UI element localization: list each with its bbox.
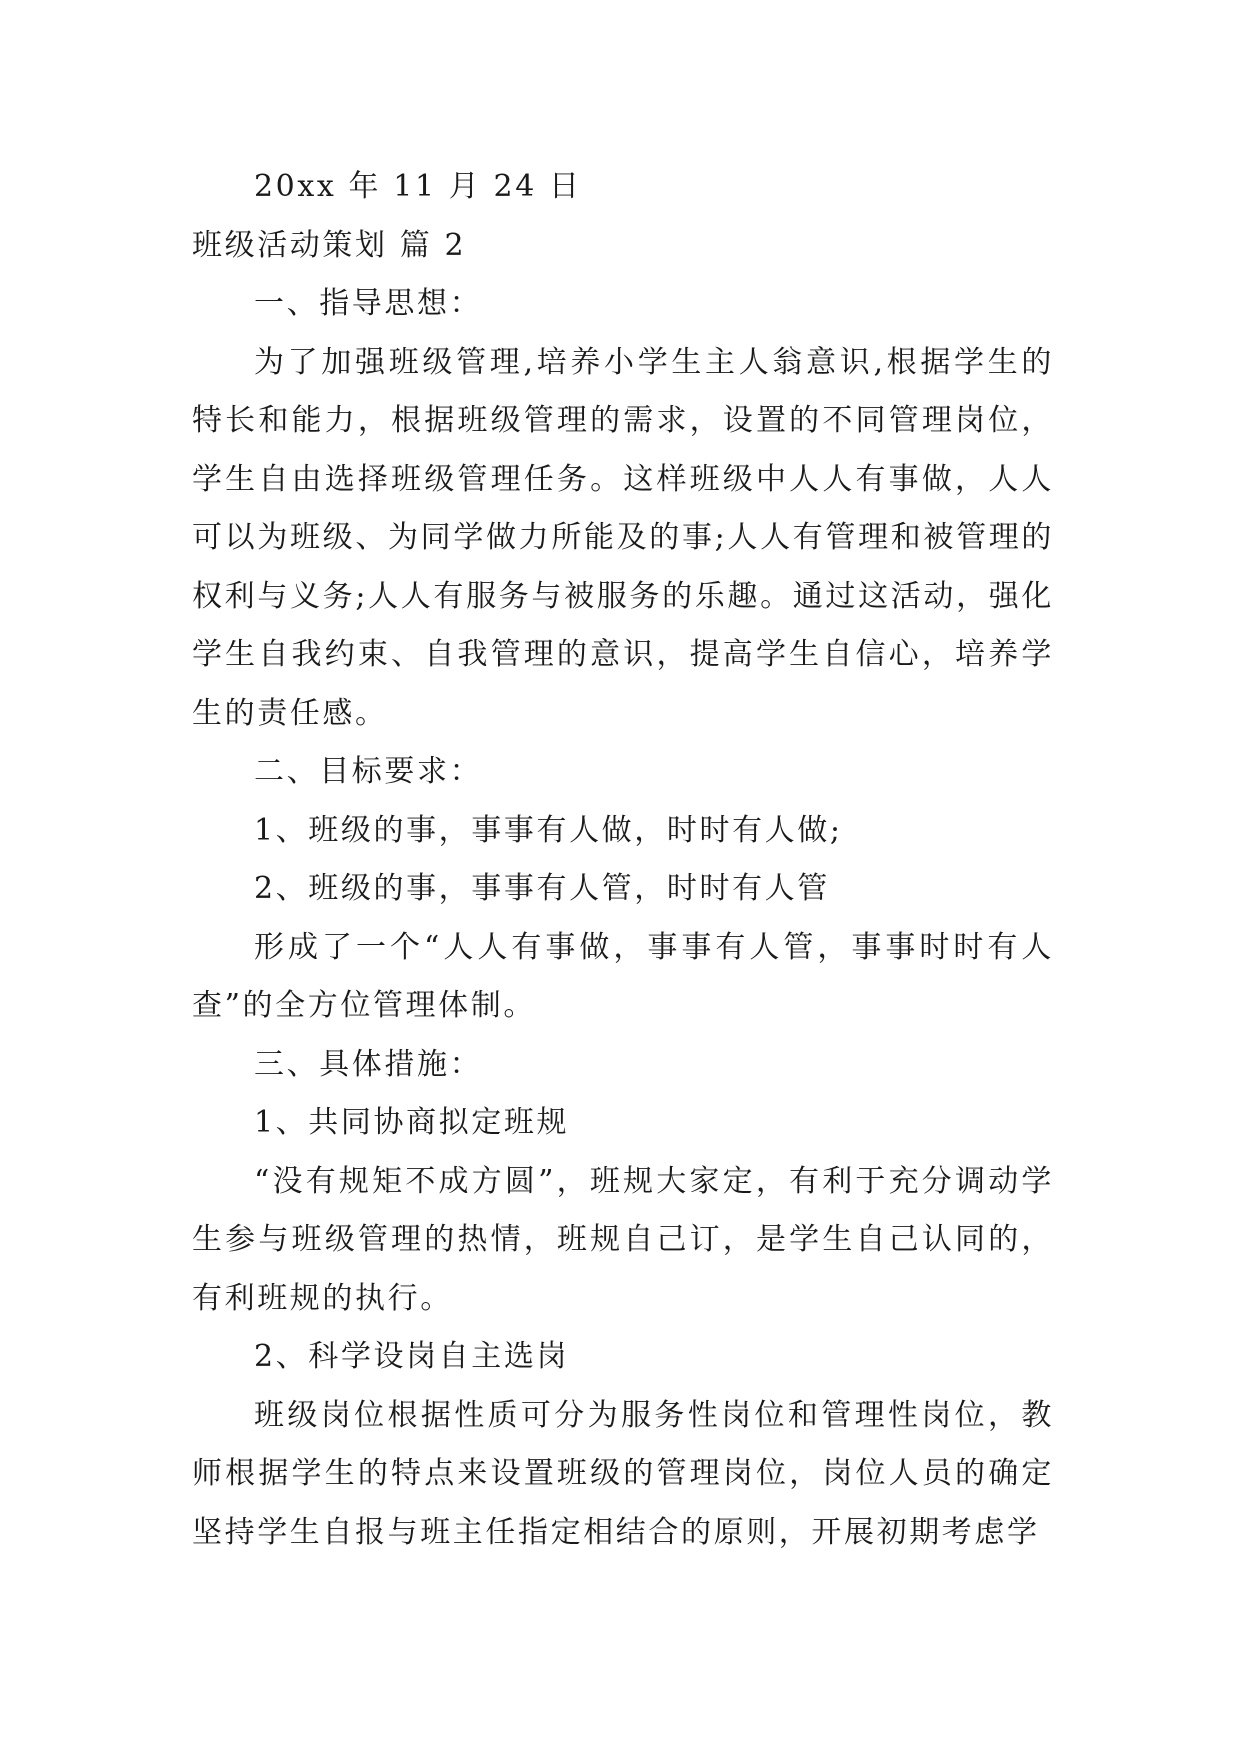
paragraph-management-system: 形成了一个“人人有事做，事事有人管，事事时时有人查”的全方位管理体制。 xyxy=(192,929,1054,1023)
measure-item-2: 2、科学设岗自主选岗 xyxy=(254,1339,570,1374)
measure-item-1: 1、共同协商拟定班规 xyxy=(254,1105,570,1140)
paragraph-class-rules: “没有规矩不成方圆”，班规大家定，有利于充分调动学生参与班级管理的热情，班规自己订，是学生自己认同的，有利班规的执行。 xyxy=(192,1163,1054,1316)
document-date: 20xx 年 11 月 24 日 xyxy=(254,169,582,204)
section-heading-goals: 二、目标要求： xyxy=(254,754,483,789)
document-body xyxy=(192,158,1054,1562)
section-heading-guiding-ideology: 一、指导思想： xyxy=(254,286,483,321)
goal-item-1: 1、班级的事，事事有人做，时时有人做; xyxy=(254,812,843,848)
paragraph-guiding-ideology: 为了加强班级管理,培养小学生主人翁意识,根据学生的特长和能力，根据班级管理的需求，设置的不同管理岗位，学生自由选择班级管理任务。这样班级中人人有事做，人人可以为班级、为同学做力所能及的事;人人有管理和被管理的权利与义务;人人有服务与被服务的乐趣。通过这活动，强化学生自我约束、自我管理的意识，提高学生自信心，培养学生的责任感。 xyxy=(192,344,1054,731)
document-title: 班级活动策划 篇 2 xyxy=(192,227,467,263)
paragraph-class-positions: 班级岗位根据性质可分为服务性岗位和管理性岗位，教师根据学生的特点来设置班级的管理岗位，岗位人员的确定坚持学生自报与班主任指定相结合的原则，开展初期考虑学 xyxy=(192,1397,1054,1550)
goal-item-2: 2、班级的事，事事有人管，时时有人管 xyxy=(254,871,830,906)
section-heading-measures: 三、具体措施： xyxy=(254,1046,483,1082)
